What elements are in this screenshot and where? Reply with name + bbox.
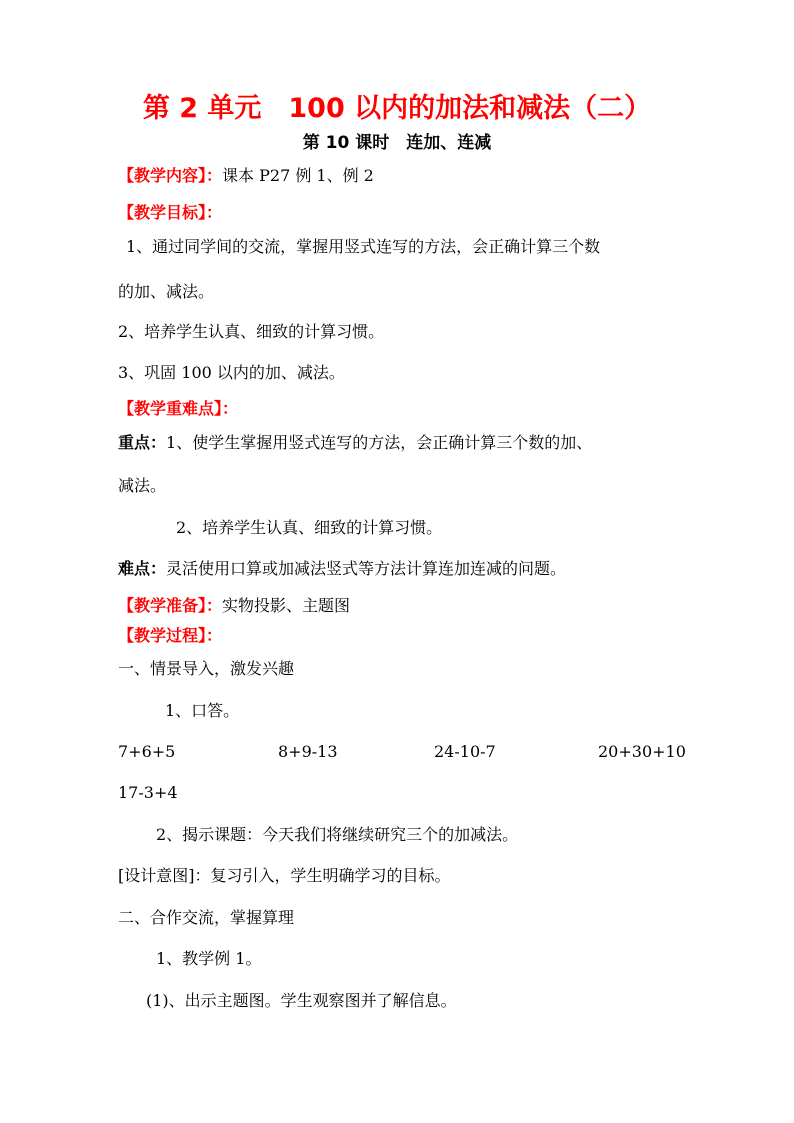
objectives-heading — [118, 203, 222, 223]
objective-2: 2、培养学生认真、细致的计算习惯。 — [118, 322, 385, 341]
step-2-topic: 2、揭示课题：今天我们将继续研究三个的加减法。 — [156, 825, 519, 844]
exercise-1: 7+6+5 — [118, 742, 176, 761]
objectives-label: 【教学目标】 — [118, 203, 207, 222]
objectives-colon: ： — [206, 203, 223, 222]
key-points-heading — [118, 399, 238, 419]
process-colon: ： — [206, 626, 223, 645]
difficult-point-label: 难点： — [118, 559, 167, 578]
objective-1-line-1: 1、通过同学间的交流，掌握用竖式连写的方法，会正确计算三个数 — [126, 237, 601, 256]
exercise-2: 8+9-13 — [278, 742, 338, 761]
key-points-colon: ： — [222, 399, 239, 418]
preparation-label: 【教学准备】 — [118, 596, 207, 615]
key-point-line-1 — [118, 433, 592, 453]
key-point-label: 重点： — [118, 433, 167, 452]
preparation-colon: ： — [206, 596, 223, 615]
step-2-1-1-observe: (1)、出示主题图。学生观察图并了解信息。 — [146, 991, 457, 1010]
exercise-4: 20+30+10 — [598, 742, 686, 761]
key-point-text: 1、使学生掌握用竖式连写的方法，会正确计算三个数的加、 — [166, 433, 593, 452]
preparation-text: 实物投影、主题图 — [222, 596, 351, 615]
key-points-label: 【教学重难点】 — [118, 399, 223, 418]
difficult-point-line — [118, 559, 566, 579]
preparation-line — [118, 596, 350, 616]
page-title: 第 2 单元 100 以内的加法和减法（二） — [142, 93, 652, 124]
difficult-point-text: 灵活使用口算或加减法竖式等方法计算连加连减的问题。 — [166, 559, 567, 578]
step-2-1-example: 1、教学例 1。 — [156, 949, 262, 968]
objective-3: 3、巩固 100 以内的加、减法。 — [118, 363, 345, 382]
step-1-oral: 1、口答。 — [165, 701, 240, 720]
objective-1-line-2: 的加、减法。 — [118, 282, 215, 301]
content-text: 课本 P27 例 1、例 2 — [222, 166, 374, 185]
key-point-item-2: 2、培养学生认真、细致的计算习惯。 — [176, 518, 443, 537]
exercise-5: 17-3+4 — [118, 783, 178, 802]
content-line — [118, 166, 374, 186]
process-label: 【教学过程】 — [118, 626, 207, 645]
design-note: [设计意图]：复习引入，学生明确学习的目标。 — [118, 866, 451, 885]
exercise-3: 24-10-7 — [434, 742, 496, 761]
content-colon: ： — [206, 166, 223, 185]
process-heading — [118, 626, 222, 646]
content-label: 【教学内容】 — [118, 166, 207, 185]
lesson-subtitle: 第 10 课时 连加、连减 — [302, 133, 492, 153]
key-point-line-2: 减法。 — [118, 476, 167, 495]
section-1-heading: 一、情景导入，激发兴趣 — [118, 659, 295, 678]
section-2-heading: 二、合作交流，掌握算理 — [118, 908, 295, 927]
